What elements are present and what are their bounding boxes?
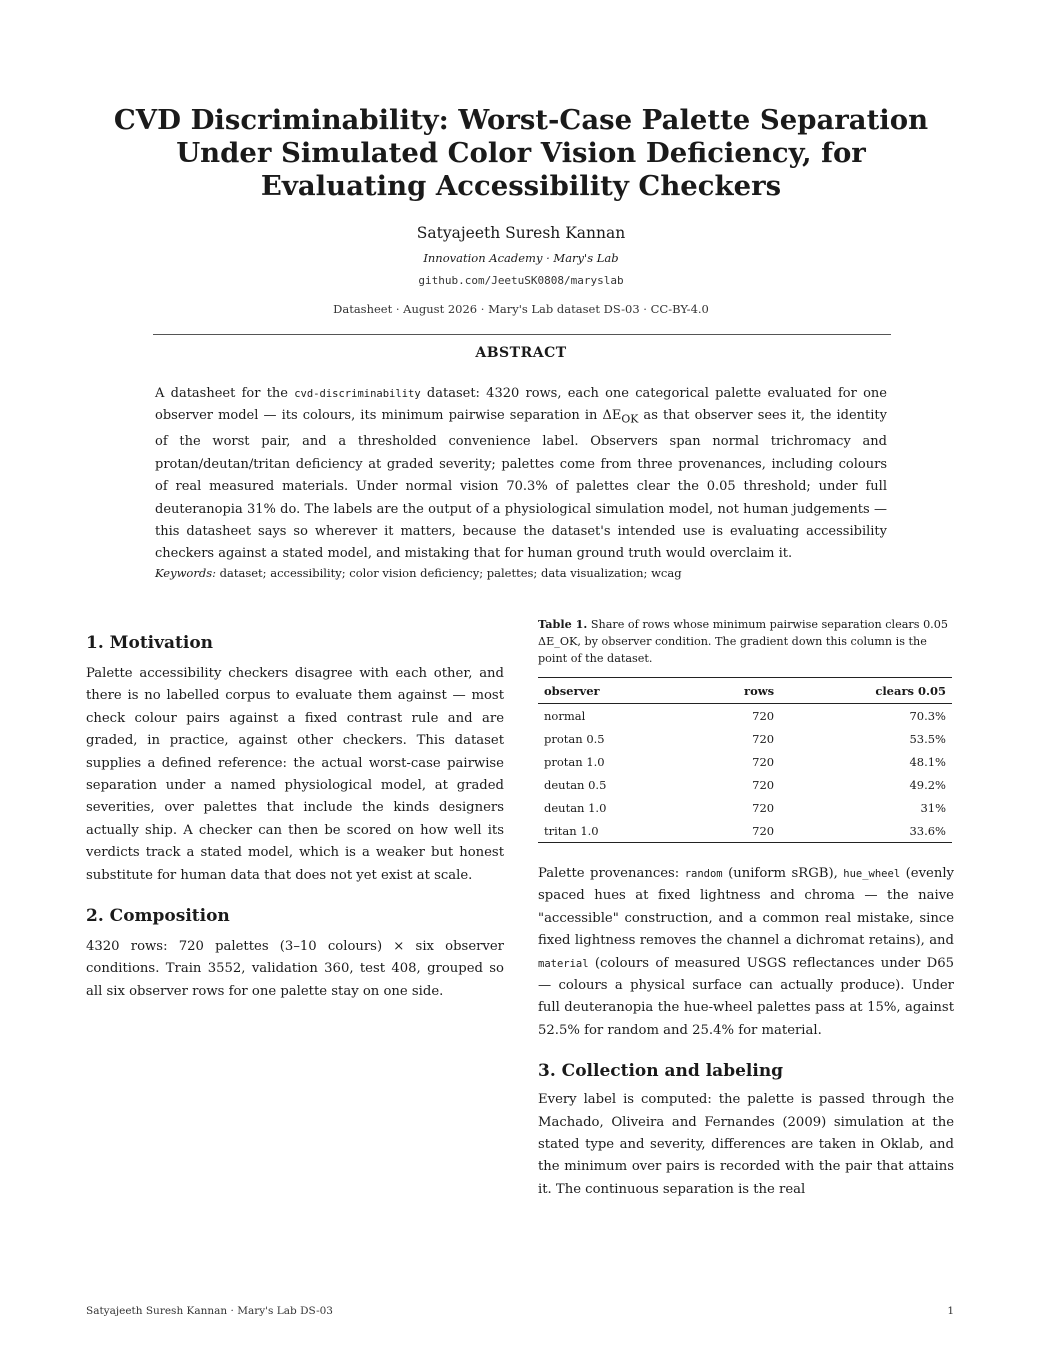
table-row	[538, 773, 952, 796]
keywords-text: dataset; accessibility; color vision deficiency; palettes; data visualization; wcag	[216, 566, 682, 580]
cell-observer: normal	[544, 708, 586, 723]
cell-clears: 33.6%	[780, 819, 952, 843]
right-column	[538, 616, 954, 1201]
cell-observer: deutan 1.0	[544, 800, 607, 815]
collection-text: Every label is computed: the palette is passed through the Machado, Oliveira and Fernandes (2009) simulation at the stated type and severity, differences are taken in Oklab, and the minimum over pairs is recorded with the pair that attains it. The continuous separation is the real	[538, 1092, 954, 1197]
footer-page-number: 1	[947, 1305, 954, 1317]
paper-meta: Datasheet · August 2026 · Mary's Lab dataset DS-03 · CC-BY-4.0	[333, 302, 709, 316]
table-row	[538, 727, 952, 750]
author-name: Satyajeeth Suresh Kannan	[416, 224, 626, 242]
composition-text: 4320 rows: 720 palettes (3–10 colours) × six observer conditions. Train 3552, validation 360, test 408, grouped so all six observer rows for one palette stay on one side.	[86, 939, 504, 999]
cell-rows: 720	[752, 708, 775, 723]
provenance-random-code: random	[684, 868, 723, 880]
cell-clears: 53.5%	[909, 731, 946, 746]
motivation-text: Palette accessibility checkers disagree with each other, and there is no labelled corpus to evaluate them against — most check colour pairs against a fixed contrast rule and are graded, in practice, against other checkers. This dataset supplies a defined reference: the actual worst-case pairwise separation under a named physiological model, at graded severities, over palettes that include the kinds designers actually ship. A checker can then be scored on how well its verdicts track a stated model, which is a weaker but honest substitute for human data that does not yet exist at scale.	[86, 666, 504, 883]
cell-rows: 720	[752, 777, 775, 792]
abstract-heading: ABSTRACT	[475, 345, 567, 361]
col-header-clears: clears 0.05	[780, 678, 952, 704]
cell-clears: 49.2%	[909, 777, 946, 792]
cell-observer: protan 1.0	[544, 754, 605, 769]
observer-table	[538, 677, 952, 843]
cell-clears: 31%	[920, 800, 946, 815]
provenance-hue-wheel-code: hue_wheel	[843, 868, 901, 880]
cell-rows: 720	[752, 731, 775, 746]
cell-rows: 720	[752, 800, 775, 815]
abstract-text: A datasheet for the cvd-discriminability dataset: 4320 rows, each one categorical palette evaluated for one observer model — its colours, its minimum pairwise separation in $\Delta E_{OK}$ as that observer sees it, the identity of the worst pair, and a thresholded convenience label. Observers span normal trichromacy and protan/deutan/tritan deficiency at graded severity; palettes come from three provenances, including colours of real measured materials. Under normal vision 70.3% of palettes clear the 0.05 threshold; under full deuteranopia 31% do. The labels are the output of a physiological simulation model, not human judgements — this datasheet says so wherever it matters, because the dataset's intended use is evaluating accessibility checkers against a stated model, and mistaking that for human ground truth would overclaim it.	[155, 386, 888, 562]
table-header-row	[538, 678, 952, 704]
col-header-rows: rows	[693, 678, 781, 704]
cell-rows: 720	[752, 754, 775, 769]
dataset-name-code: cvd-discriminability	[294, 388, 421, 400]
keywords	[155, 566, 887, 580]
cell-observer: tritan 1.0	[538, 819, 693, 843]
table-row	[538, 819, 952, 843]
paper-title: CVD Discriminability: Worst-Case Palette Separation Under Simulated Color Vision Deficiency, for Evaluating Accessibility Checkers	[113, 104, 929, 202]
cell-observer: deutan 0.5	[544, 777, 607, 792]
cell-rows: 720	[693, 819, 781, 843]
affiliation: Innovation Academy · Mary's Lab	[423, 251, 619, 265]
table-row	[538, 796, 952, 819]
provenance-text: Palette provenances: random (uniform sRGB), hue_wheel (evenly spaced hues at fixed lightness and chroma — the naive "accessible" construction, and a common real mistake, since fixed lightness removes the channel a dichromat retains), and material (colours of measured USGS reflectances under D65 — colours a physical surface can actually produce). Under full deuteranopia the hue-wheel palettes pass at 15%, against 52.5% for random and 25.4% for material.	[538, 866, 954, 1038]
section-heading-collection: 3. Collection and labeling	[538, 1061, 784, 1082]
table-row	[538, 750, 952, 773]
cell-clears: 48.1%	[909, 754, 946, 769]
table-row	[538, 704, 952, 728]
provenance-material-code: material	[538, 957, 589, 970]
repository-link[interactable]: github.com/JeetuSK0808/maryslab	[418, 274, 624, 287]
col-header-observer: observer	[538, 678, 693, 704]
table-caption-label: Table 1.	[538, 617, 588, 631]
cell-observer: protan 0.5	[544, 731, 605, 746]
table-caption: Table 1. Share of rows whose minimum pairwise separation clears 0.05 ΔE_OK, by observer condition. The gradient down this column is the point of the dataset.	[538, 617, 948, 665]
cell-clears: 70.3%	[909, 708, 946, 723]
abstract-divider	[153, 334, 891, 335]
section-heading-composition: 2. Composition	[86, 906, 230, 927]
section-heading-motivation: 1. Motivation	[86, 633, 214, 653]
left-column	[86, 632, 504, 1003]
keywords-label: Keywords:	[155, 566, 216, 580]
footer-running-head: Satyajeeth Suresh Kannan · Mary's Lab DS-03	[86, 1305, 333, 1317]
